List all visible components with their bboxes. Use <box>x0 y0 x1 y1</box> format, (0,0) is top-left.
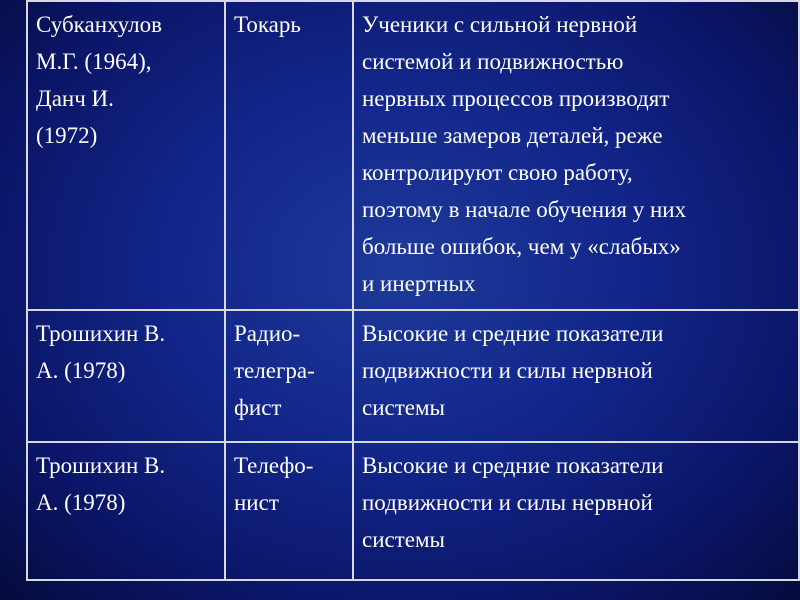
profession-text: Токарь <box>234 12 301 37</box>
author-text: Субканхулов М.Г. (1964), Данч И. (1972) <box>36 12 162 148</box>
author-cell <box>27 1 225 310</box>
author-cell <box>27 310 225 442</box>
author-cell <box>27 442 225 580</box>
profession-text: Телефо- нист <box>234 453 314 515</box>
finding-cell <box>353 1 799 310</box>
profession-cell <box>225 1 353 310</box>
finding-cell <box>353 442 799 580</box>
research-table <box>26 0 800 581</box>
table-row <box>27 442 799 580</box>
profession-cell <box>225 442 353 580</box>
finding-text: Высокие и средние показатели подвижности и силы нервной системы <box>362 453 664 552</box>
finding-text: Высокие и средние показатели подвижности и силы нервной системы <box>362 321 664 420</box>
table-row <box>27 310 799 442</box>
finding-cell <box>353 310 799 442</box>
table-row <box>27 1 799 310</box>
profession-cell <box>225 310 353 442</box>
author-text: Трошихин В. А. (1978) <box>36 321 166 383</box>
profession-text: Радио- телегра- фист <box>234 321 315 420</box>
author-text: Трошихин В. А. (1978) <box>36 453 166 515</box>
finding-text: Ученики с сильной нервной системой и подвижностью нервных процессов производят меньше замеров деталей, реже контролируют свою работу, поэтому в начале обучения у них больше ошибок, чем у «слабых» и инертных <box>362 12 687 296</box>
